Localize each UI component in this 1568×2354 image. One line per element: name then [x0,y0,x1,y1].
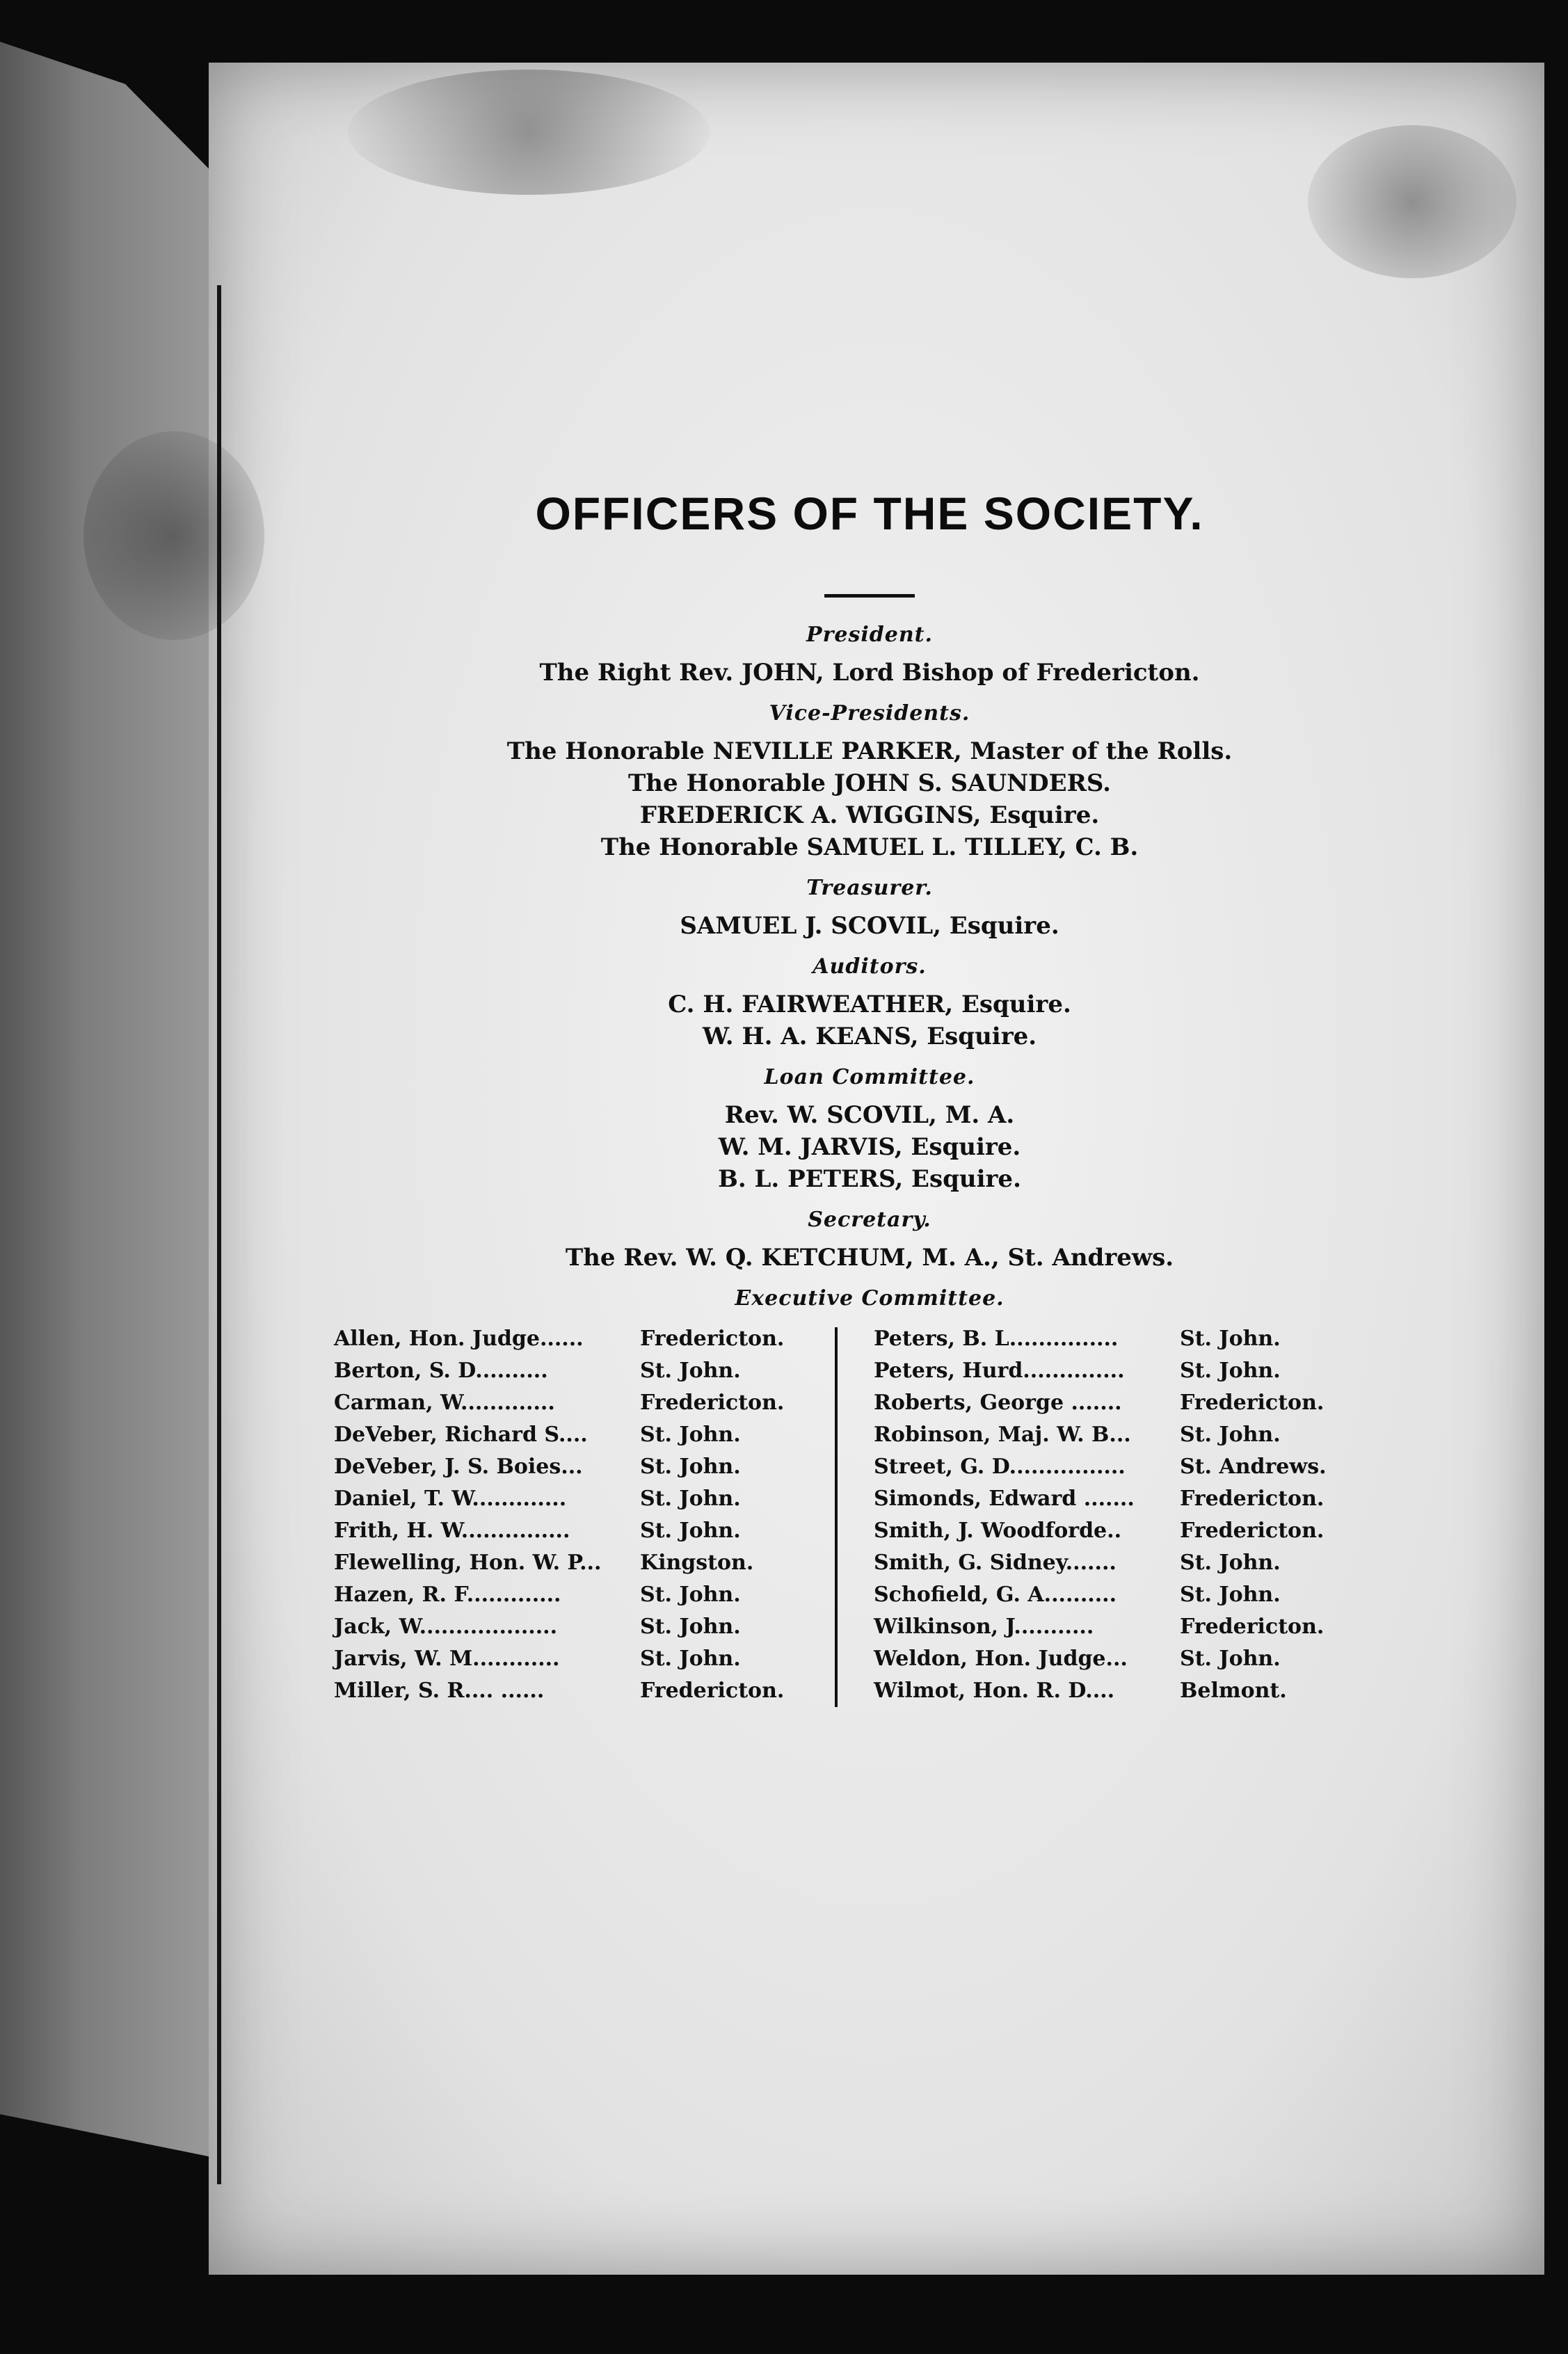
member-name: Robinson, Maj. W. B... [874,1423,1131,1447]
member-place: Belmont. [1180,1679,1287,1703]
member-name: Peters, Hurd.............. [874,1359,1125,1383]
committee-row [874,1547,1375,1579]
member-name: Frith, H. W............... [334,1519,570,1543]
section-heading: Secretary. [808,1208,931,1232]
committee-row [334,1643,835,1675]
committee-row [874,1451,1375,1483]
stain [1308,125,1517,278]
committee-row [334,1611,835,1643]
committee-row [334,1323,835,1355]
member-place: Fredericton. [1180,1519,1325,1543]
member-place: Fredericton. [1180,1391,1325,1415]
committee-row [874,1323,1375,1355]
officer-line: The Honorable JOHN S. SAUNDERS. [627,769,1112,797]
member-place: Fredericton. [640,1327,785,1351]
member-place: Fredericton. [640,1391,785,1415]
executive-column-right [838,1323,1375,1707]
committee-row [874,1643,1375,1675]
member-place: St. John. [640,1647,741,1671]
committee-row [874,1419,1375,1451]
member-name: Roberts, George ....... [874,1391,1122,1415]
section-heading: Treasurer. [806,876,933,900]
officer-line: W. M. JARVIS, Esquire. [718,1133,1021,1161]
committee-row [874,1515,1375,1547]
officer-line: B. L. PETERS, Esquire. [718,1165,1021,1193]
member-name: Smith, G. Sidney....... [874,1551,1117,1575]
member-place: St. John. [640,1455,741,1479]
member-place: St. John. [640,1583,741,1607]
officer-line: SAMUEL J. SCOVIL, Esquire. [680,912,1059,940]
officer-line: Rev. W. SCOVIL, M. A. [724,1101,1015,1129]
section-secretary [334,1208,1405,1274]
section-heading: Executive Committee. [735,1286,1005,1311]
member-place: St. John. [1180,1327,1281,1351]
committee-row [334,1451,835,1483]
committee-row [334,1483,835,1515]
committee-row [334,1355,835,1387]
member-name: Peters, B. L............... [874,1327,1119,1351]
member-name: Weldon, Hon. Judge... [874,1647,1128,1671]
committee-row [874,1355,1375,1387]
binding-rule [217,285,221,2184]
member-place: St. John. [640,1519,741,1543]
member-place: St. John. [640,1615,741,1639]
member-name: Simonds, Edward ....... [874,1487,1135,1511]
member-name: Smith, J. Woodforde.. [874,1519,1122,1543]
member-place: St. Andrews. [1180,1455,1327,1479]
committee-row [874,1483,1375,1515]
section-treasurer [334,876,1405,942]
officer-line: The Honorable SAMUEL L. TILLEY, C. B. [600,833,1139,861]
member-name: DeVeber, J. S. Boies... [334,1455,583,1479]
member-place: St. John. [1180,1583,1281,1607]
member-name: Flewelling, Hon. W. P... [334,1551,602,1575]
section-heading: Auditors. [813,954,927,979]
officer-line: The Right Rev. JOHN, Lord Bishop of Fredericton. [539,659,1200,687]
member-name: Hazen, R. F............. [334,1583,561,1607]
member-place: Fredericton. [1180,1615,1325,1639]
member-place: St. John. [640,1359,741,1383]
officer-line: W. H. A. KEANS, Esquire. [702,1023,1037,1050]
committee-row [334,1387,835,1419]
member-name: Jarvis, W. M............ [334,1647,560,1671]
member-place: St. John. [1180,1647,1281,1671]
officer-line: The Honorable NEVILLE PARKER, Master of the Rolls. [506,737,1233,765]
member-place: St. John. [1180,1359,1281,1383]
member-place: St. John. [640,1487,741,1511]
section-heading: Vice-Presidents. [769,701,970,726]
section-heading: President. [806,623,933,647]
committee-row [334,1675,835,1707]
officer-line: C. H. FAIRWEATHER, Esquire. [668,991,1071,1018]
section-vice-presidents [334,701,1405,863]
committee-row [874,1387,1375,1419]
member-place: Fredericton. [1180,1487,1325,1511]
stain [83,431,264,640]
member-name: Jack, W................... [334,1615,558,1639]
member-name: Carman, W............. [334,1391,555,1415]
member-name: Daniel, T. W............. [334,1487,567,1511]
member-place: Fredericton. [640,1679,785,1703]
page-title: OFFICERS OF THE SOCIETY. [535,488,1204,539]
member-name: Miller, S. R.... ...... [334,1679,545,1703]
officers-list [334,487,1405,1707]
section-loan-committee [334,1065,1405,1195]
title-divider [824,594,915,598]
member-name: DeVeber, Richard S.... [334,1423,588,1447]
member-place: St. John. [640,1423,741,1447]
member-name: Street, G. D................ [874,1455,1126,1479]
section-executive-committee [334,1286,1405,1311]
section-auditors [334,954,1405,1052]
section-heading: Loan Committee. [764,1065,975,1089]
officer-line: The Rev. W. Q. KETCHUM, M. A., St. Andrews. [565,1244,1174,1272]
committee-row [874,1675,1375,1707]
member-place: St. John. [1180,1551,1281,1575]
executive-column-left [334,1323,835,1707]
committee-row [874,1611,1375,1643]
committee-row [334,1515,835,1547]
member-place: St. John. [1180,1423,1281,1447]
section-president [334,623,1405,689]
officer-line: FREDERICK A. WIGGINS, Esquire. [639,801,1100,829]
member-name: Wilkinson, J........... [874,1615,1094,1639]
member-name: Wilmot, Hon. R. D.... [874,1679,1115,1703]
member-name: Allen, Hon. Judge...... [334,1327,584,1351]
committee-row [334,1547,835,1579]
member-name: Berton, S. D.......... [334,1359,548,1383]
executive-committee-table [334,1323,1405,1707]
member-name: Schofield, G. A.......... [874,1583,1117,1607]
committee-row [334,1419,835,1451]
committee-row [874,1579,1375,1611]
committee-row [334,1579,835,1611]
member-place: Kingston. [640,1551,754,1575]
stain [348,70,710,195]
torn-left-page [0,42,209,2156]
